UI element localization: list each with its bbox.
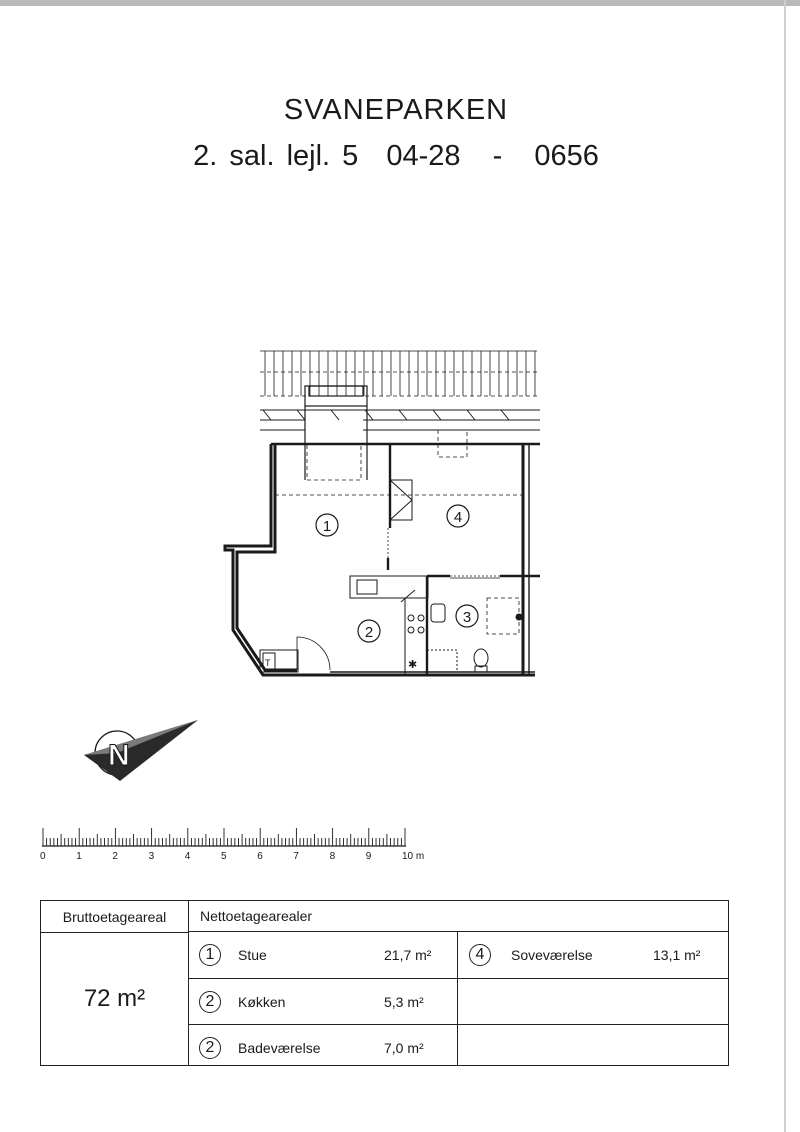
area-table [40, 900, 729, 1066]
room-label-2 [358, 620, 380, 642]
subtitle-code-a: 04-28 [386, 140, 461, 172]
wall-mark [263, 410, 271, 420]
roof-hatching [260, 351, 537, 396]
subtitle-dash: - [492, 140, 503, 172]
scale-label: 6 [257, 851, 263, 862]
gross-area-header: Bruttoetageareal [41, 901, 189, 933]
scale-label: 1 [76, 851, 82, 862]
room-number-badge: 4 [469, 944, 491, 966]
compass-letter: N [108, 739, 130, 772]
room-number: 1 [322, 518, 332, 535]
scale-bar [38, 822, 438, 864]
wall-mark [331, 410, 339, 420]
net-area-header: Nettoetagearealer [188, 901, 728, 932]
scale-label: 0 [40, 851, 46, 862]
slope-lines [275, 430, 523, 634]
room-labels [316, 505, 478, 642]
bathroom-fixtures [427, 604, 522, 672]
room-number-badge: 2 [199, 991, 221, 1013]
room-number-badge: 2 [199, 1037, 221, 1059]
scale-label: 9 [365, 851, 372, 862]
table-row [188, 978, 728, 1024]
room-label-1 [316, 514, 338, 536]
scale-label: 3 [148, 851, 155, 862]
page-subtitle [0, 140, 792, 173]
vent-symbol: ✱ [408, 658, 418, 671]
subtitle-floor: 2. sal. lejl. 5 [193, 140, 359, 172]
scale-label: 2 [112, 851, 118, 862]
table-row [188, 932, 728, 977]
wall-mark [501, 410, 509, 420]
chimney [390, 480, 412, 520]
room-name: Badeværelse [238, 1039, 321, 1056]
subtitle-code-b: 0656 [534, 140, 599, 172]
scale-label: 4 [184, 851, 191, 862]
gross-area-value: 72 m² [41, 932, 189, 1065]
room-area: 7,0 m² [384, 1039, 424, 1056]
interior-walls [388, 444, 540, 675]
wall-mark [365, 410, 373, 420]
room-area: 5,3 m² [384, 993, 424, 1010]
table-row [188, 1024, 728, 1070]
outer-walls [225, 444, 535, 675]
room-number: 4 [453, 509, 463, 526]
floor-plan [205, 340, 545, 685]
dormer [305, 386, 367, 480]
room-name: Køkken [238, 993, 286, 1010]
room-name: Soveværelse [511, 946, 593, 963]
scale-label: 7 [293, 851, 299, 862]
room-area: 13,1 m² [653, 946, 701, 963]
room-name: Stue [238, 946, 267, 963]
net-area-rows [188, 932, 728, 1065]
fixture-label: T [265, 658, 271, 668]
room-number: 3 [462, 609, 472, 626]
wall-mark [399, 410, 407, 420]
room-area: 21,7 m² [384, 946, 432, 963]
wall-mark [433, 410, 441, 420]
facade-wall [260, 410, 540, 444]
north-arrow-icon [80, 715, 205, 790]
wall-mark [467, 410, 475, 420]
scale-label: 5 [221, 851, 227, 862]
room-number: 2 [364, 624, 374, 641]
room-label-4 [447, 505, 469, 527]
room-label-3 [456, 605, 478, 627]
wall-mark [297, 410, 305, 420]
scale-label: 10 m [402, 851, 425, 862]
door-openings [297, 528, 500, 670]
page-top-edge [0, 0, 800, 6]
room-number-badge: 1 [199, 944, 221, 966]
page-title: SVANEPARKEN [283, 94, 509, 126]
scale-label: 8 [329, 851, 336, 862]
